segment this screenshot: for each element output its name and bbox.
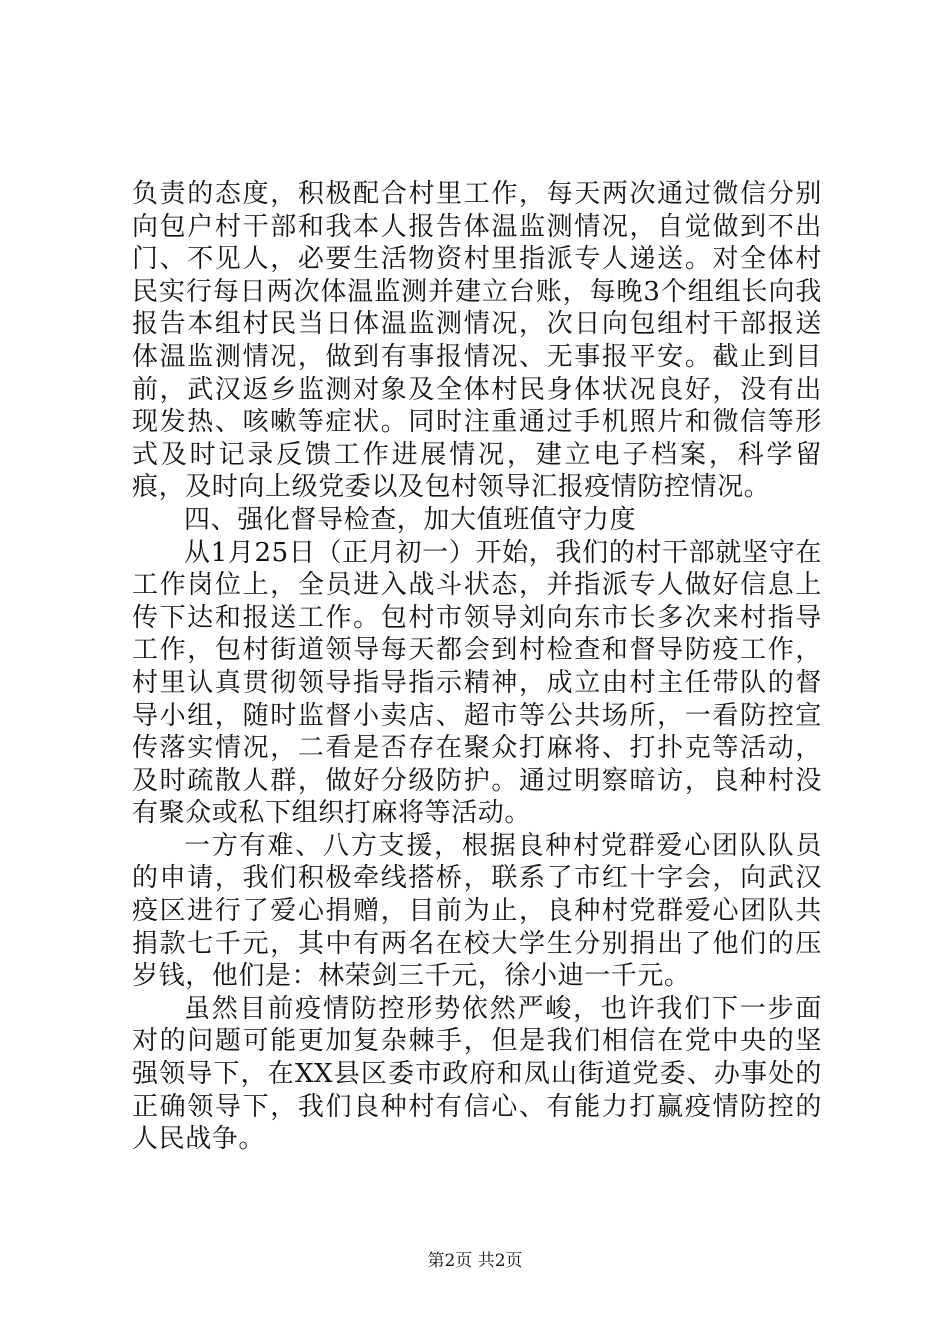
- paragraph-3: 从1月25日（正月初一）开始，我们的村干部就坚守在工作岗位上，全员进入战斗状态，并指派专人做好信息上传下达和报送工作。包村市领导刘向东市长多次来村指导工作，包村街道领导每天都会到村检查和督导防疫工作，村里认真贯彻领导指导指示精神，成立由村主任带队的督导小组，随时监督小卖店、超市等公共场所，一看防控宣传落实情况，二看是否存在聚众打麻将、打扑克等活动，及时疏散人群，做好分级防护。通过明察暗访，良种村没有聚众或私下组织打麻将等活动。: [132, 537, 822, 829]
- paragraph-1: 负责的态度，积极配合村里工作，每天两次通过微信分别向包户村干部和我本人报告体温监测情况，自觉做到不出门、不见人，必要生活物资村里指派专人递送。对全体村民实行每日两次体温监测并建立台账，每晚3个组组长向我报告本组村民当日体温监测情况，次日向包组村干部报送体温监测情况，做到有事报情况、无事报平安。截止到目前，武汉返乡监测对象及全体村民身体状况良好，没有出现发热、咳嗽等症状。同时注重通过手机照片和微信等形式及时记录反馈工作进展情况，建立电子档案，科学留痕，及时向上级党委以及包村领导汇报疫情防控情况。: [132, 179, 822, 503]
- page-footer: 第2页 共2页: [427, 1251, 523, 1271]
- paragraph-5: 虽然目前疫情防控形势依然严峻，也许我们下一步面对的问题可能更加复杂棘手，但是我们相信在党中央的坚强领导下，在XX县区委市政府和凤山街道党委、办事处的正确领导下，我们良种村有信心、有能力打赢疫情防控的人民战争。: [132, 993, 822, 1155]
- section-heading-4: 四、强化督导检查，加大值班值守力度: [184, 504, 637, 535]
- document-body: [132, 178, 822, 1156]
- paragraph-4: 一方有难、八方支援，根据良种村党群爱心团队队员的申请，我们积极牵线搭桥，联系了市红十字会，向武汉疫区进行了爱心捐赠，目前为止，良种村党群爱心团队共捐款七千元，其中有两名在校大学生分别捐出了他们的压岁钱，他们是：林荣剑三千元，徐小迪一千元。: [132, 830, 822, 992]
